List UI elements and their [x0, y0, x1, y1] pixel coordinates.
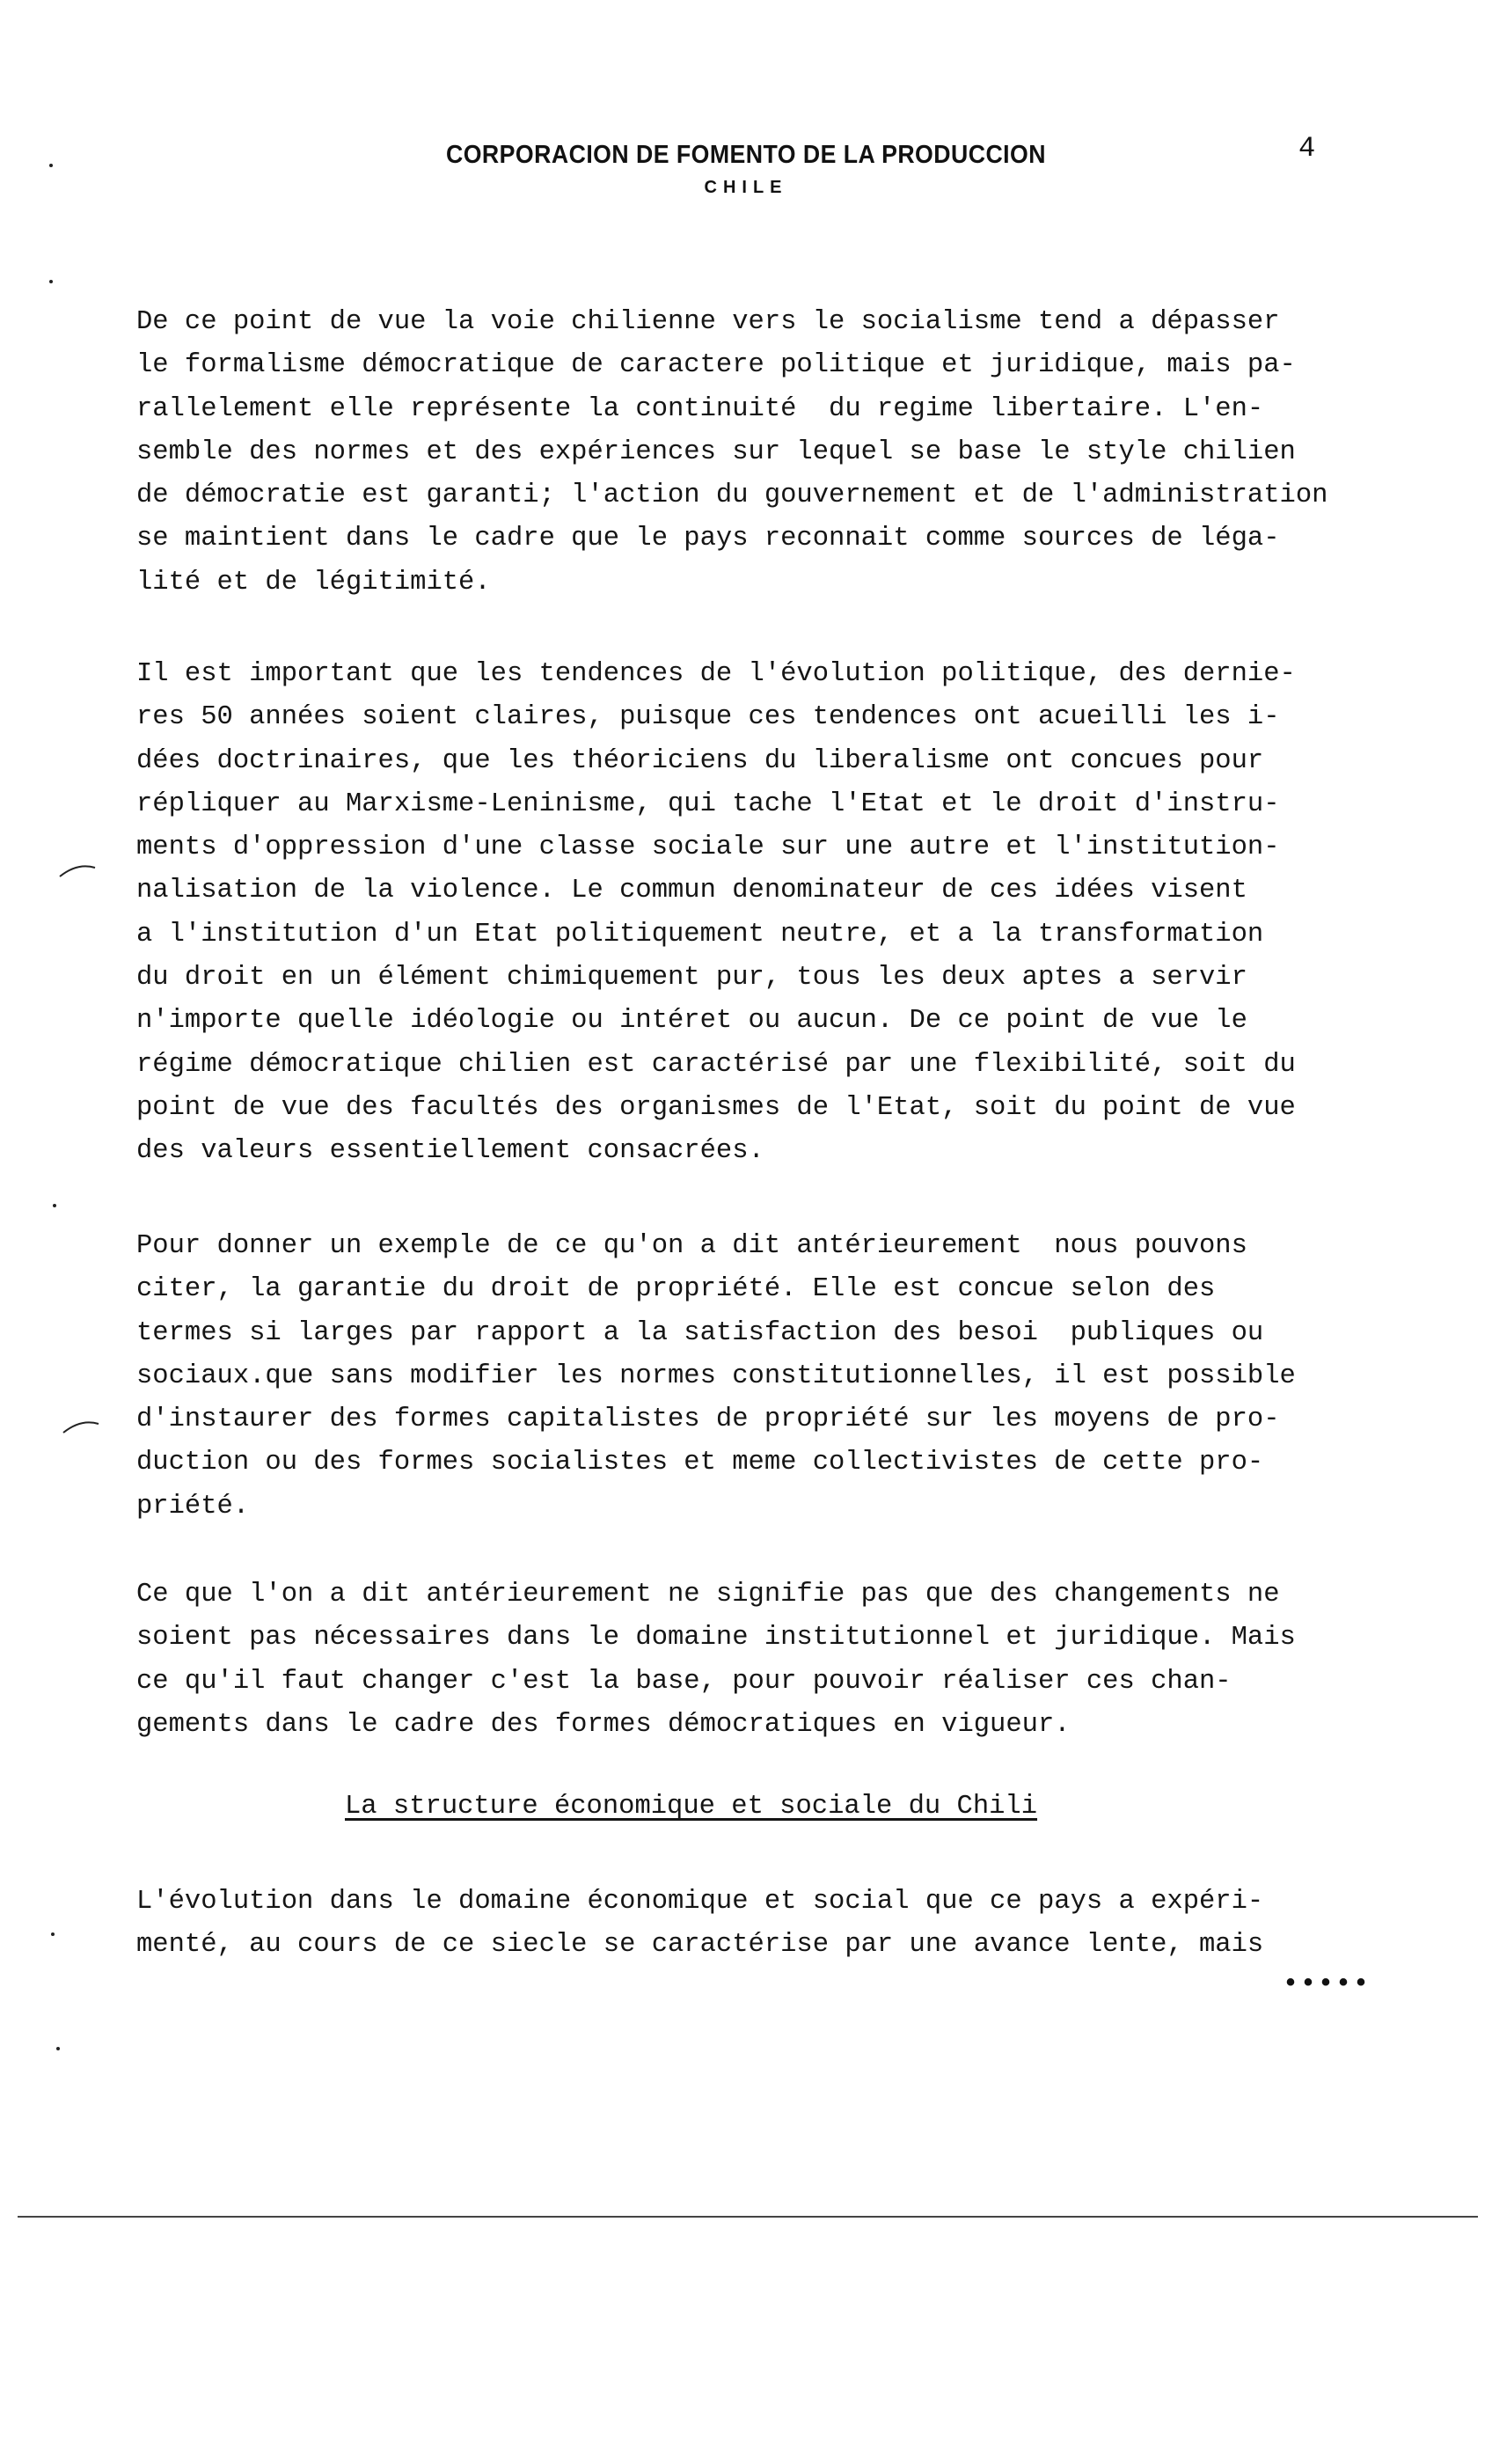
paragraph-4 [136, 1573, 1474, 1747]
section-heading: La structure économique et sociale du Chili [345, 1792, 1038, 1822]
text-line: des valeurs essentiellement consacrées. [136, 1136, 764, 1167]
margin-dot [56, 2047, 60, 2050]
text-line: menté, au cours de ce siecle se caractérise par une avance lente, mais [136, 1930, 1264, 1961]
margin-dot [49, 164, 53, 167]
text-line: termes si larges par rapport a la satisfaction des besoi publiques ou [136, 1317, 1264, 1348]
text-line: soient pas nécessaires dans le domaine institutionnel et juridique. Mais [136, 1623, 1296, 1654]
margin-dot [51, 1932, 55, 1936]
margin-dot [53, 1204, 56, 1207]
text-line: Ce que l'on a dit antérieurement ne signifie pas que des changements ne [136, 1580, 1280, 1610]
text-line: Pour donner un exemple de ce qu'on a dit antérieurement nous pouvons [136, 1231, 1247, 1261]
text-line: dées doctrinaires, que les théoriciens du liberalisme ont concues pour [136, 745, 1264, 776]
footer-rule [18, 2216, 1478, 2218]
margin-dot [49, 280, 53, 283]
text-line: De ce point de vue la voie chilienne vers le socialisme tend a dépasser [136, 307, 1280, 337]
text-line: d'instaurer des formes capitalistes de propriété sur les moyens de pro- [136, 1404, 1280, 1435]
text-line: n'importe quelle idéologie ou intéret ou aucun. De ce point de vue le [136, 1006, 1247, 1037]
text-line: Il est important que les tendences de l'évolution politique, des dernie- [136, 659, 1296, 689]
text-line: régime démocratique chilien est caractérisé par une flexibilité, soit du [136, 1049, 1296, 1080]
margin-punch-mark [58, 862, 97, 878]
text-line: L'évolution dans le domaine économique et social que ce pays a expéri- [136, 1887, 1264, 1917]
text-line: point de vue des facultés des organismes de l'Etat, soit du point de vue [136, 1092, 1296, 1123]
text-line: semble des normes et des expériences sur lequel se base le style chilien [136, 436, 1296, 467]
text-line: gements dans le cadre des formes démocratiques en vigueur. [136, 1709, 1071, 1740]
text-line: citer, la garantie du droit de propriété. Elle est concue selon des [136, 1274, 1216, 1305]
text-line: de démocratie est garanti; l'action du gouvernement et de l'administration [136, 480, 1328, 511]
text-line: priété. [136, 1491, 250, 1522]
text-line: a l'institution d'un Etat politiquement neutre, et a la transformation [136, 919, 1264, 950]
text-line: sociaux.que sans modifier les normes constitutionnelles, il est possible [136, 1360, 1296, 1391]
text-line: duction ou des formes socialistes et meme collectivistes de cette pro- [136, 1448, 1264, 1478]
text-line: nalisation de la violence. Le commun denominateur de ces idées visent [136, 876, 1247, 906]
continuation-mark: ••••• [1283, 1969, 1371, 1999]
text-line: répliquer au Marxisme-Leninisme, qui tache l'Etat et le droit d'instru- [136, 788, 1280, 819]
margin-punch-mark [62, 1419, 100, 1434]
text-line: rallelement elle représente la continuité du regime libertaire. L'en- [136, 393, 1264, 424]
letterhead-organization: CORPORACION DE FOMENTO DE LA PRODUCCION [445, 141, 1047, 169]
text-line: ce qu'il faut changer c'est la base, pour pouvoir réaliser ces chan- [136, 1666, 1232, 1697]
page-number: 4 [1298, 132, 1316, 165]
paragraph-3 [136, 1225, 1474, 1529]
letterhead-country: CHILE [704, 178, 788, 197]
text-line: se maintient dans le cadre que le pays reconnait comme sources de léga- [136, 524, 1280, 554]
paragraph-5 [136, 1881, 1474, 1968]
text-line: ments d'oppression d'une classe sociale sur une autre et l'institution- [136, 832, 1280, 863]
text-line: le formalisme démocratique de caractere politique et juridique, mais pa- [136, 350, 1296, 381]
paragraph-1 [136, 301, 1474, 605]
text-line: du droit en un élément chimiquement pur, tous les deux aptes a servir [136, 963, 1247, 994]
text-line: res 50 années soient claires, puisque ces tendences ont acueilli les i- [136, 702, 1280, 733]
text-line: lité et de légitimité. [136, 567, 491, 598]
paragraph-2 [136, 653, 1474, 1174]
